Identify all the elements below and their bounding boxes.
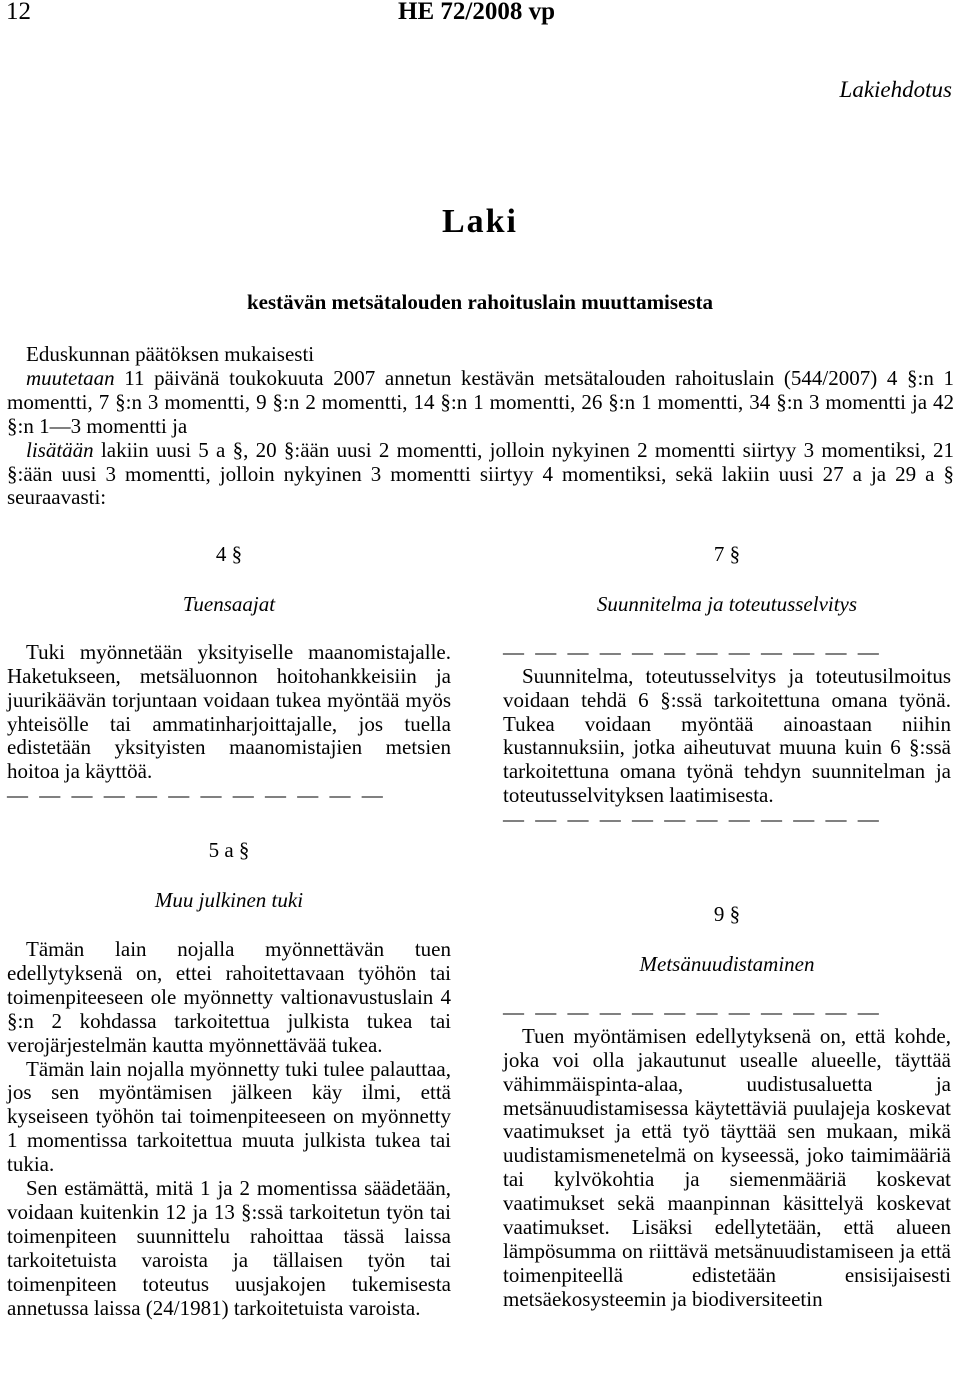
muutetaan-keyword: muutetaan — [26, 365, 115, 390]
section-4-text: Tuki myönnetään yksityiselle maanomistajalle. Haketukseen, metsäluonnon hoitohankkeisiin ja juurikäävän torjuntaan voidaan tukea myöntää myös yhteisölle tai ammatinharjoittajalle, jos tuella edistetään yksityisten maanomistajien metsien hoitoa ja käyttöä. — [7, 639, 451, 784]
section-5a-number: 5 a § — [208, 838, 250, 863]
page-title: Laki — [441, 203, 519, 240]
section-9-title: Metsänuudistaminen — [639, 951, 815, 976]
omission-dashes: — — — — — — — — — — — — — [7, 783, 386, 808]
muutetaan-paragraph — [7, 367, 954, 439]
left-column — [7, 543, 451, 1320]
section-5a-paragraph: Sen estämättä, mitä 1 ja 2 momentissa säädetään, voidaan kuitenkin 12 ja 13 §:ssä tarkoitetun työn tai toimenpiteen suunnittelu rahoittaa tässä laissa tarkoitetuista varoista ja tällaisen työn tai toimenpiteen toteutus uusjakojen tukemisesta annetussa laissa (24/1981) tarkoitetuista varoista. — [7, 1176, 451, 1320]
lakiehdotus-label: Lakiehdotus — [839, 77, 952, 102]
law-subtitle: kestävän metsätalouden rahoituslain muuttamisesta — [246, 290, 714, 314]
document-id: HE 72/2008 vp — [398, 0, 555, 25]
omission-dashes: — — — — — — — — — — — — — [503, 807, 882, 832]
right-column — [503, 543, 951, 1312]
intro-block — [7, 343, 954, 510]
section-4-title: Tuensaajat — [182, 591, 276, 616]
lisataan-paragraph — [7, 439, 954, 511]
omission-dashes: — — — — — — — — — — — — — [503, 999, 882, 1024]
lisataan-keyword: lisätään — [26, 437, 94, 462]
section-5a-paragraph: Tämän lain nojalla myönnetty tuki tulee palauttaa, jos sen myöntämisen jälkeen käy ilmi, että kyseiseen työhön tai toimenpiteeseen on myönnetty 1 momentissa tarkoitettua muuta julkista tukea tai tukia. — [7, 1056, 451, 1177]
section-7-title: Suunnitelma ja toteutusselvitys — [596, 591, 858, 616]
section-5a-paragraph: Tämän lain nojalla myönnettävän tuen edellytyksenä on, ettei rahoitettavaan työhön tai toimenpiteeseen ole myönnetty valtionavustuslain 4 §:n 2 kohdassa tarkoitettua julkista tukea tai verojärjestelmän kautta myönnettävää tukea. — [7, 936, 451, 1057]
section-7-number: 7 § — [713, 542, 741, 566]
section-4-number: 4 § — [215, 542, 243, 566]
section-5a-title: Muu julkinen tuki — [154, 888, 304, 913]
omission-dashes: — — — — — — — — — — — — — [503, 639, 882, 664]
intro-line: Eduskunnan päätöksen mukaisesti — [26, 342, 315, 366]
lisataan-text: lakiin uusi 5 a §, 20 §:ään uusi 2 momentti, jolloin nykyinen 2 momentti siirtyy 3 momentiksi, 21 §:ään uusi 3 momentti, jolloin nykyinen 3 momentti siirtyy 4 momentiksi, sekä lakiin uusi 27 a ja 29 a § seuraavasti: — [7, 437, 954, 510]
section-7-text: Suunnitelma, toteutusselvitys ja toteutusilmoitus voidaan tehdä 6 §:ssä tarkoitettuna omana työnä. Tukea voidaan myöntää ainoastaan niihin kustannuksiin, jotka aiheutuvat muuna kuin 6 §:ssä tarkoitettuna omana työnä tehdyn suunnitelman ja toteutusselvityksen laatimisesta. — [503, 663, 951, 808]
section-9-text: Tuen myöntämisen edellytyksenä on, että kohde, joka voi olla jakautunut usealle alueelle, täyttää vähimmäispinta-alaa, uudistusaluetta ja metsänuudistamisessa käytettäviä puulajeja koskevat vaatimukset ja että työ täyttää sen mukaan, mikä uudistamismenetelmä on kyseessä, joko taimimääriä tai kylvökohtia ja siemenmääriä koskevat vaatimukset sekä maanpinnan käsittelyä koskevat vaatimukset. Lisäksi edellytetään, että alueen lämpösumma on riittävä metsänuudistamiseen ja että toimenpiteellä edistetään ensisijaisesti metsäekosysteemin ja biodiversiteetin — [503, 1023, 951, 1311]
muutetaan-text: 11 päivänä toukokuuta 2007 annetun kestävän metsätalouden rahoituslain (544/2007) 4 §:n 1 momentti, 7 §:n 3 momentti, 9 §:n 2 momentti, 14 §:n 1 momentti, 26 §:n 1 momentti, 34 §:n 3 momentti ja 42 §:n 1—3 momentti ja — [7, 365, 954, 438]
page-number: 12 — [6, 0, 31, 25]
section-9-number: 9 § — [713, 902, 741, 927]
